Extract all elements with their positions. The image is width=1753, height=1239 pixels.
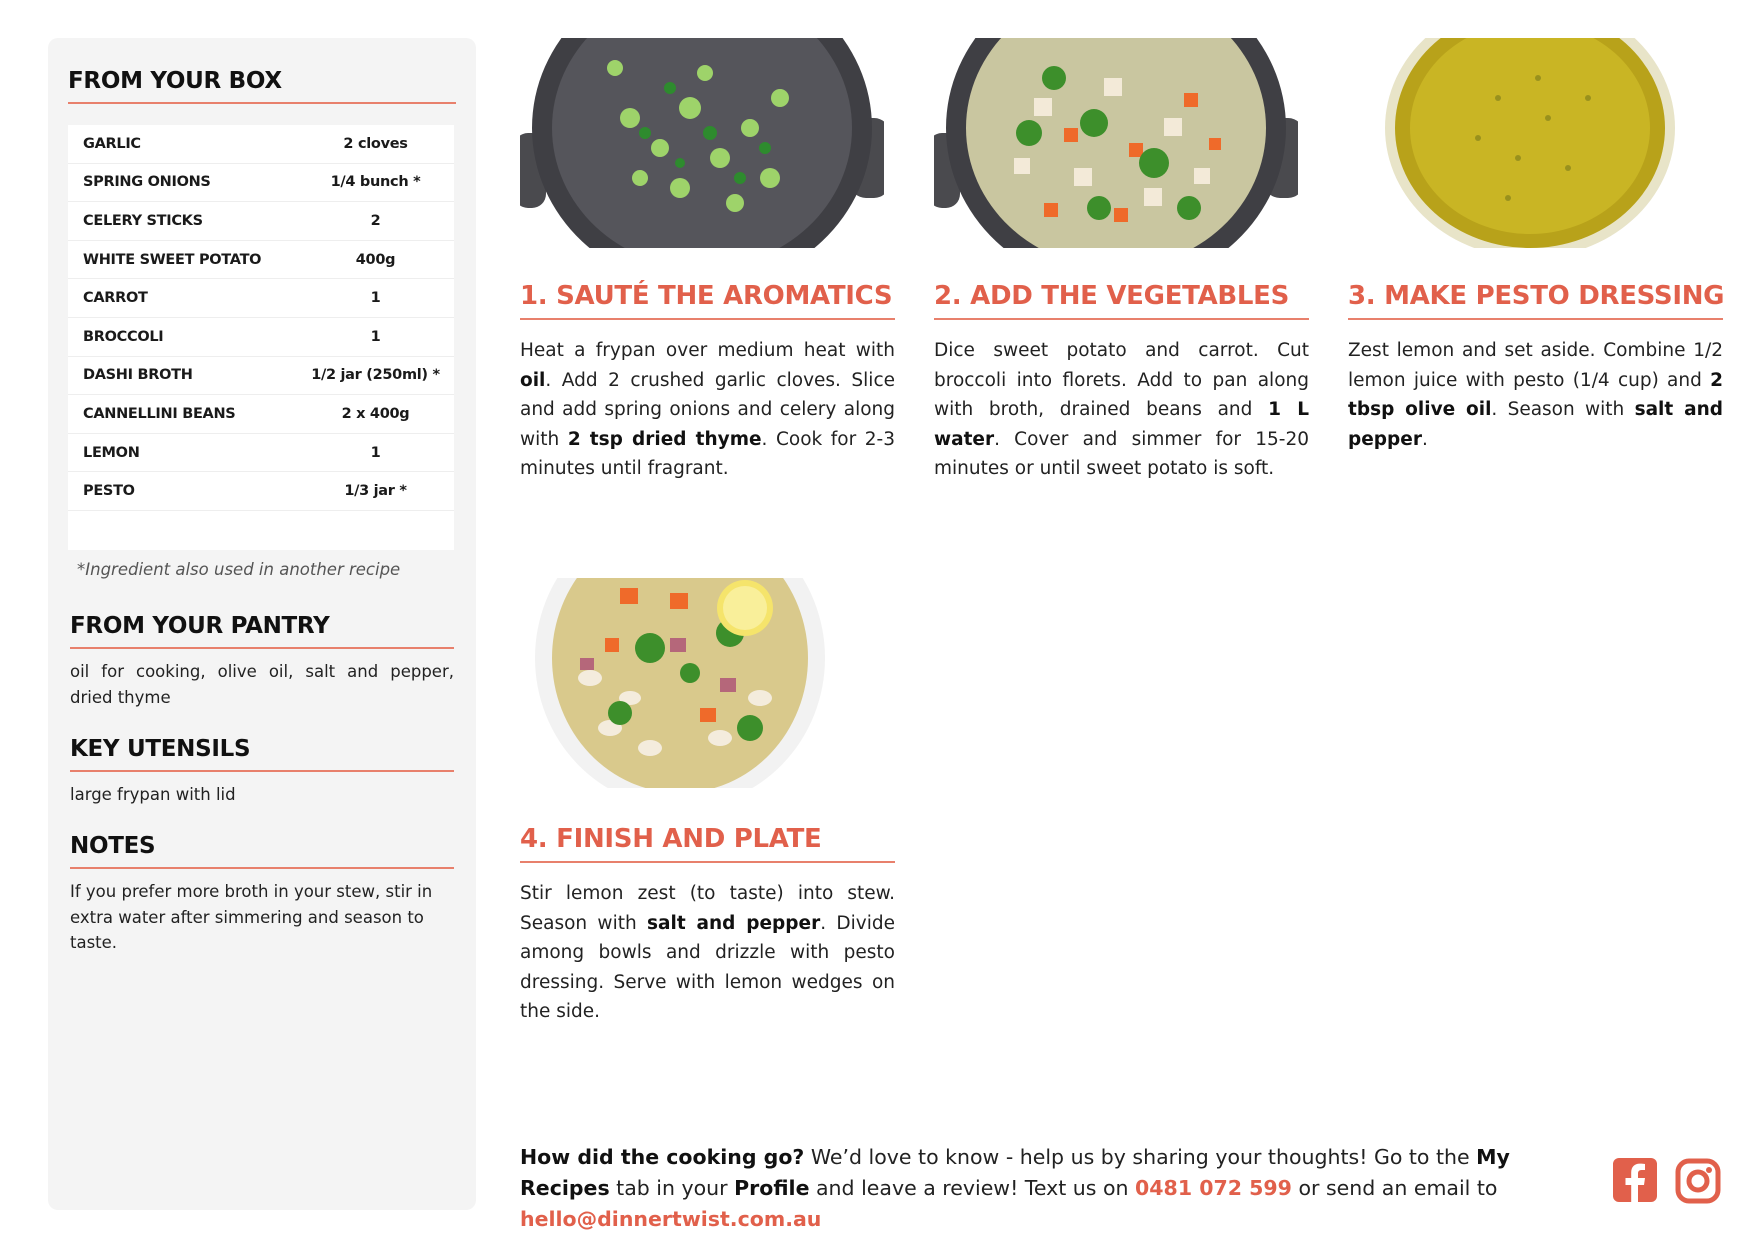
ingredient-row bbox=[68, 164, 454, 203]
step-text-segment: . Season with bbox=[1491, 399, 1635, 420]
utensils-text: large frypan with lid bbox=[70, 785, 236, 804]
ingredient-row bbox=[68, 434, 454, 473]
ingredient-name: GARLIC bbox=[83, 135, 141, 152]
ingredient-qty: 2 bbox=[370, 212, 381, 229]
footer-text: We’d love to know - help us by sharing your thoughts! Go to the bbox=[804, 1145, 1477, 1169]
footer-bold-text: Profile bbox=[734, 1176, 810, 1200]
ingredient-qty: 1/3 jar * bbox=[344, 483, 407, 500]
bold-ingredient: 1 L water bbox=[934, 399, 1309, 450]
ingredient-name: CARROT bbox=[83, 290, 148, 307]
ingredient-row bbox=[68, 202, 454, 241]
ingredient-name: WHITE SWEET POTATO bbox=[83, 251, 262, 268]
from-your-pantry-heading: FROM YOUR PANTRY bbox=[70, 613, 454, 649]
ingredient-qty: 1 bbox=[370, 444, 381, 461]
ingredient-row bbox=[68, 241, 454, 280]
step-1-text bbox=[520, 336, 895, 484]
ingredient-row bbox=[68, 472, 454, 511]
bold-ingredient: salt and pepper bbox=[1348, 399, 1723, 450]
step-text-segment: . Divide among bowls and drizzle with pesto dressing. Serve with lemon wedges on the side. bbox=[520, 912, 895, 1022]
step-4-title: 4. FINISH AND PLATE bbox=[520, 824, 895, 863]
step-text-segment: Heat a frypan over medium heat with bbox=[520, 340, 895, 361]
phone-link[interactable]: 0481 072 599 bbox=[1135, 1176, 1292, 1200]
step-2-photo bbox=[934, 38, 1298, 248]
step-4-photo bbox=[520, 578, 884, 788]
ingredient-row bbox=[68, 395, 454, 434]
notes-heading: NOTES bbox=[70, 833, 454, 869]
ingredient-qty: 1/4 bunch * bbox=[330, 174, 421, 191]
step-text-segment: Dice sweet potato and carrot. Cut broccoli into florets. Add to pan along with broth, drained beans and bbox=[934, 340, 1309, 420]
ingredient-name: SPRING ONIONS bbox=[83, 174, 211, 191]
footer-bold-text: My Recipes bbox=[520, 1145, 1510, 1200]
step-text-segment: . bbox=[1421, 428, 1428, 450]
ingredient-row bbox=[68, 318, 454, 357]
ingredient-name: DASHI BROTH bbox=[83, 367, 193, 384]
feedback-footer bbox=[520, 1142, 1580, 1235]
ingredient-row bbox=[68, 125, 454, 164]
bold-ingredient: 2 tsp dried thyme bbox=[567, 428, 762, 450]
step-1-title: 1. SAUTÉ THE AROMATICS bbox=[520, 281, 895, 320]
ingredient-name: LEMON bbox=[83, 444, 140, 461]
instagram-icon[interactable] bbox=[1674, 1157, 1722, 1205]
bold-ingredient: salt and pepper bbox=[646, 912, 821, 934]
notes-text: If you prefer more broth in your stew, stir in extra water after simmering and season to taste. bbox=[70, 882, 433, 952]
step-text-segment: . Add 2 crushed garlic cloves. Slice and add spring onions and celery along with bbox=[520, 369, 895, 450]
step-3-photo bbox=[1348, 38, 1712, 248]
step-text-segment: Stir lemon zest (to taste) into stew. Season with bbox=[520, 883, 895, 934]
step-1-photo bbox=[520, 38, 884, 248]
ingredient-row bbox=[68, 279, 454, 318]
ingredient-name: BROCCOLI bbox=[83, 328, 164, 345]
ingredient-name: CELERY STICKS bbox=[83, 212, 203, 229]
ingredient-qty: 2 cloves bbox=[343, 135, 408, 152]
footer-text: and leave a review! Text us on bbox=[809, 1176, 1136, 1200]
ingredients-table bbox=[68, 125, 454, 550]
step-3-text bbox=[1348, 336, 1723, 454]
footer-text: or send an email to bbox=[1291, 1176, 1498, 1200]
step-2-title: 2. ADD THE VEGETABLES bbox=[934, 281, 1309, 320]
from-your-box-heading: FROM YOUR BOX bbox=[68, 68, 456, 104]
step-2-text bbox=[934, 336, 1309, 484]
step-text-segment: . Cook for 2-3 minutes until fragrant. bbox=[520, 428, 895, 479]
bold-ingredient: 2 tbsp olive oil bbox=[1348, 369, 1723, 420]
ingredient-qty: 2 x 400g bbox=[341, 405, 410, 422]
ingredient-name: PESTO bbox=[83, 483, 135, 500]
bold-ingredient: oil bbox=[520, 369, 546, 391]
email-link[interactable]: hello@dinnertwist.com.au bbox=[520, 1207, 822, 1231]
ingredient-name: CANNELLINI BEANS bbox=[83, 405, 236, 422]
step-4-text bbox=[520, 879, 895, 1027]
pantry-text: oil for cooking, olive oil, salt and pepper, dried thyme bbox=[70, 662, 454, 707]
footer-bold-text: How did the cooking go? bbox=[520, 1145, 805, 1169]
step-3-title: 3. MAKE PESTO DRESSING bbox=[1348, 281, 1723, 320]
key-utensils-heading: KEY UTENSILS bbox=[70, 736, 454, 772]
ingredients-panel bbox=[48, 38, 476, 1210]
step-text-segment: . Cover and simmer for 15-20 minutes or until sweet potato is soft. bbox=[934, 428, 1309, 479]
ingredient-qty: 1/2 jar (250ml) * bbox=[311, 367, 440, 384]
ingredient-qty: 1 bbox=[370, 290, 381, 307]
ingredient-qty: 400g bbox=[355, 251, 396, 268]
footer-text: tab in your bbox=[609, 1176, 735, 1200]
step-text-segment: Zest lemon and set aside. Combine 1/2 lemon juice with pesto (1/4 cup) and bbox=[1348, 340, 1723, 391]
ingredient-row bbox=[68, 357, 454, 396]
facebook-icon[interactable] bbox=[1612, 1157, 1660, 1205]
ingredient-qty: 1 bbox=[370, 328, 381, 345]
footnote: *Ingredient also used in another recipe bbox=[77, 560, 401, 579]
